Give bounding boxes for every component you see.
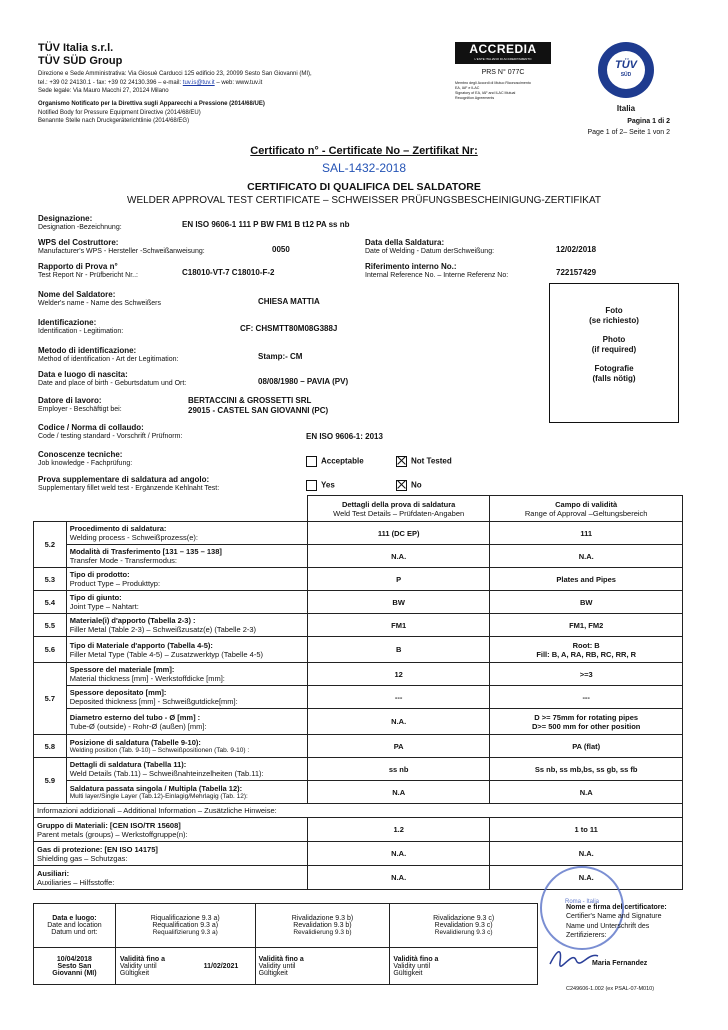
registered-office: Sede legale: Via Mauro Macchi 27, 20124 Milano (38, 88, 169, 95)
contact-line: tel.: +39 02 24130.1 - fax: +39 02 24130.396 – e-mail: tuv.is@tuv.it – web: www.tuv.it (38, 79, 263, 86)
job-knowledge-label: Conoscenze tecniche: Job knowledge - Fachprüfung: (38, 450, 133, 467)
certifier-stamp: Roma - Italia (540, 866, 624, 950)
auxiliaries-value: N.A. (307, 866, 489, 890)
row-label: Tipo di Materiale d'apporto (Tabella 4-5): Filler Metal Type (Table 4-5) – Zusatzwerktyp (Tabelle 4-5) (66, 637, 307, 663)
additional-info: Informazioni addizionali – Additional Information – Zusätzliche Hinweise: (34, 804, 683, 818)
row-label: Procedimento di saldatura: Welding process - Schweißprozess(e): (66, 522, 307, 545)
approval-range: BW (490, 591, 683, 614)
welding-date-label: Data della Saldatura: Date of Welding - Datum derSchweißung: (365, 238, 495, 255)
test-value: ss nb (307, 758, 489, 781)
auxiliaries-label: Ausiliari: Auxiliaries – Hilfsstoffe: (34, 866, 308, 890)
welder-name-label: Nome del Saldatore: Welder's name - Name des Schweißers (38, 290, 161, 307)
parent-metals-range: 1 to 11 (490, 818, 683, 842)
approval-range: FM1, FM2 (490, 614, 683, 637)
column-header-details: Dettagli della prova di saldatura Weld Test Details – Prüfdaten-Angaben (307, 496, 489, 522)
employer-value: BERTACCINI & GROSSETTI SRL 29015 - CASTEL SAN GIOVANNI (PC) (188, 396, 329, 415)
revalidation-c-validity: Validità fino a Validity until Gültigkeit (390, 948, 538, 985)
row-label: Diametro esterno del tubo - Ø [mm] : Tube-Ø (outside) - Rohr-Ø (außen) [mm]: (66, 709, 307, 735)
welder-name-value: CHIESA MATTIA (258, 297, 320, 306)
section-number: 5.8 (34, 735, 67, 758)
certificate-number: SAL-1432-2018 (321, 161, 407, 175)
parent-metals-value: 1.2 (307, 818, 489, 842)
option-not-tested: Not Tested (396, 456, 452, 467)
notified-body-it: Organismo Notificato per la Direttiva sugli Apparecchi a Pressione (2014/68/UE) (38, 101, 265, 108)
test-value: 111 (DC EP) (307, 522, 489, 545)
company-header (38, 42, 312, 126)
table-row (34, 637, 683, 663)
company-name: TÜV Italia s.r.l. (38, 42, 114, 54)
test-value: 12 (307, 663, 489, 686)
revalidation-b-label: Rivalidazione 9.3 b) Revalidation 9.3 b) Revalidierung 9.3 b) (255, 904, 390, 948)
document-code: C249606-1.002 (ex PSAL-07-M010) (566, 986, 655, 992)
revalidation-b-validity: Validità fino a Validity until Gültigkeit (255, 948, 390, 985)
validity-table (33, 903, 538, 985)
validity-date: 11/02/2021 (203, 962, 239, 970)
table-row (34, 614, 683, 637)
column-header-range: Campo di validità Range of Approval –Geltungsbereich (490, 496, 683, 522)
parent-metals-label: Gruppo di Materiali: [CEN ISO/TR 15608] Parent metals (groups) – Werkstoffgruppe(n): (34, 818, 308, 842)
wps-label: WPS del Costruttore: Manufacturer's WPS - Hersteller -Schweißanweisung: (38, 238, 205, 255)
approval-range: --- (490, 686, 683, 709)
approval-range: 111 (490, 522, 683, 545)
test-value: N.A (307, 781, 489, 804)
approval-range: Plates and Pipes (490, 568, 683, 591)
page-number-translations: Page 1 of 2– Seite 1 von 2 (587, 129, 670, 136)
test-value: FM1 (307, 614, 489, 637)
identification-label: Identificazione: Identification - Legitimation: (38, 318, 124, 335)
checkbox-not-tested (396, 456, 407, 467)
checkbox-yes (306, 480, 317, 491)
row-label: Tipo di prodotto: Product Type – Produkttyp: (66, 568, 307, 591)
approval-range: N.A (490, 781, 683, 804)
test-value: BW (307, 591, 489, 614)
table-row (34, 568, 683, 591)
table-row (34, 735, 683, 758)
code-label: Codice / Norma di collaudo: Code / testing standard - Vorschrift / Prüfnorm: (38, 423, 183, 440)
shielding-gas-value: N.A. (307, 842, 489, 866)
option-no: No (396, 480, 422, 491)
code-value: EN ISO 9606-1: 2013 (306, 432, 383, 441)
certifier-label: Nome e firma del certificatore: Certifier's Name and Signature Name und Unterschrift des Zertifizierers: (566, 904, 667, 940)
welding-date-value: 12/02/2018 (556, 245, 597, 254)
shielding-gas-range: N.A. (490, 842, 683, 866)
employer-label: Datore di lavoro: Employer - Beschäftigt bei: (38, 396, 122, 413)
option-yes: Yes (306, 480, 335, 491)
section-number: 5.2 (34, 522, 67, 568)
section-number: 5.5 (34, 614, 67, 637)
notified-body-de: Benannte Stelle nach Druckgeräterichtlinie (2014/68/EG) (38, 118, 190, 125)
approval-range: Ss nb, ss mb,bs, ss gb, ss fb (490, 758, 683, 781)
certificate-number-label: Certificato n° - Certificate No – Zertifikat Nr: (250, 145, 478, 157)
option-acceptable: Acceptable (306, 456, 364, 467)
identification-value: CF: CHSMTT80M08G388J (240, 324, 338, 333)
row-label: Materiale(i) d'apporto (Tabella 2-3) : Filler Metal (Table 2-3) – Schweißzusatz(e) (Tabelle 2-3) (66, 614, 307, 637)
fillet-test-label: Prova supplementare di saldatura ad angolo: Supplementary fillet weld test - Ergänzende Kehlnaht Test: (38, 475, 220, 492)
table-row (34, 545, 683, 568)
page-number: Pagina 1 di 2 (627, 118, 670, 125)
test-value: B (307, 637, 489, 663)
email-link[interactable]: tuv.is@tuv.it (182, 79, 215, 86)
internal-reference-label: Riferimento interno No.: Internal Reference No. – Interne Referenz No: (365, 262, 509, 279)
details-rows (34, 522, 683, 804)
date-location-label: Data e luogo: Date and location Datum und ort: (34, 904, 116, 948)
section-number: 5.4 (34, 591, 67, 614)
test-report-value: C18010-VT-7 C18010-F-2 (182, 268, 275, 277)
row-label: Dettagli di saldatura (Tabella 11): Weld Details (Tab.11) – Schweißnahteinzelheiten (Tab.11): (66, 758, 307, 781)
section-number: 5.3 (34, 568, 67, 591)
table-row (34, 663, 683, 686)
row-label: Modalità di Trasferimento [131 – 135 – 138] Transfer Mode - Transfermodus: (66, 545, 307, 568)
row-label: Saldatura passata singola / Multipla (Tabella 12): Multi layer/Single Layer (Tab.12)-Einlagig/Mehrlagig (Tab. 12): (66, 781, 307, 804)
signer-name: Maria Fernandez (592, 960, 648, 967)
approval-range: Root: B Fill: B, A, RA, RB, RC, RR, R (490, 637, 683, 663)
table-row (34, 522, 683, 545)
revalidation-c-label: Rivalidazione 9.3 c) Revalidation 9.3 c) Revalidierung 9.3 c) (390, 904, 538, 948)
country-label: Italia (616, 104, 636, 113)
mla-text: Membro degli Accordi di Mutuo Riconoscimento EA, IAF e ILAC Signatory of EA, IAF and ILAC Mutual Recognition Agreements (455, 81, 531, 100)
row-label: Posizione di saldatura (Tabelle 9-10): Welding position (Tab. 9-10) – Schweißpositionen (Tab. 9-10) : (66, 735, 307, 758)
table-row (34, 591, 683, 614)
issue-date-place: 10/04/2018 Sesto San Giovanni (MI) (34, 948, 116, 985)
accredia-logo: ACCREDIA L'ENTE ITALIANO DI ACCREDITAMENTO (455, 42, 551, 64)
shielding-gas-label: Gas di protezione: [EN ISO 14175] Shielding gas – Schutzgas: (34, 842, 308, 866)
weld-details-table (33, 495, 683, 890)
section-number: 5.9 (34, 758, 67, 804)
notified-body-en: Notified Body for Pressure Equipment Directive (2014/68/EU) (38, 109, 201, 116)
prs-number: PRS N° 077C (481, 69, 525, 76)
table-row (34, 686, 683, 709)
approval-range: N.A. (490, 545, 683, 568)
table-row (34, 709, 683, 735)
approval-range: PA (flat) (490, 735, 683, 758)
section-number: 5.7 (34, 663, 67, 735)
identification-method-value: Stamp:- CM (258, 352, 303, 361)
approval-range: D >= 75mm for rotating pipes D>= 500 mm for other position (490, 709, 683, 735)
designation-value: EN ISO 9606-1 111 P BW FM1 B t12 PA ss nb (182, 220, 350, 229)
table-row (34, 781, 683, 804)
approval-range: >=3 (490, 663, 683, 686)
internal-reference-value: 722157429 (556, 268, 597, 277)
test-report-label: Rapporto di Prova n° Test Report Nr - Prüfbericht Nr..: (38, 262, 138, 279)
checkbox-no (396, 480, 407, 491)
row-label: Spessore depositato [mm]: Deposited thickness [mm] - Schweißgutdicke[mm]: (66, 686, 307, 709)
checkbox-acceptable (306, 456, 317, 467)
designation-label: Designazione: Designation -Bezeichnung: (38, 214, 122, 231)
address-line: Direzione e Sede Amministrativa: Via Giosuè Carducci 125 edificio 23, 20099 Sesto San Giovanni (MI), (38, 71, 312, 77)
photo-box: Foto (se richiesto) Photo (if required) Fotografie (falls nötig) (549, 283, 679, 423)
test-value: --- (307, 686, 489, 709)
tuv-sud-logo: TÜV SÜD (598, 42, 654, 98)
row-label: Spessore del materiale [mm]: Material thickness [mm] - Werkstoffdicke [mm]: (66, 663, 307, 686)
table-row (34, 758, 683, 781)
row-label: Tipo di giunto: Joint Type – Nahtart: (66, 591, 307, 614)
auxiliaries-range: N.A. (490, 866, 683, 890)
birth-label: Data e luogo di nascita: Date and place of birth - Geburtsdatum und Ort: (38, 370, 187, 387)
certificate-subtitle: WELDER APPROVAL TEST CERTIFICATE – SCHWEISSER PRÜFUNGSBESCHEINIGUNG-ZERTIFIKAT (127, 195, 601, 206)
certificate-title: CERTIFICATO DI QUALIFICA DEL SALDATORE (247, 181, 481, 193)
test-value: P (307, 568, 489, 591)
company-group: TÜV SÜD Group (38, 55, 123, 67)
wps-value: 0050 (272, 245, 290, 254)
test-value: PA (307, 735, 489, 758)
requalification-label: Riqualificazione 9.3 a) Requalification 9.3 a) Requalifizierung 9.3 a) (115, 904, 255, 948)
test-value: N.A. (307, 545, 489, 568)
requalification-validity: Validità fino a Validity until Gültigkeit 11/02/2021 (115, 948, 255, 985)
section-number: 5.6 (34, 637, 67, 663)
birth-value: 08/08/1980 – PAVIA (PV) (258, 377, 349, 386)
identification-method-label: Metodo di identificazione: Method of identification - Art der Legitimation: (38, 346, 179, 363)
test-value: N.A. (307, 709, 489, 735)
